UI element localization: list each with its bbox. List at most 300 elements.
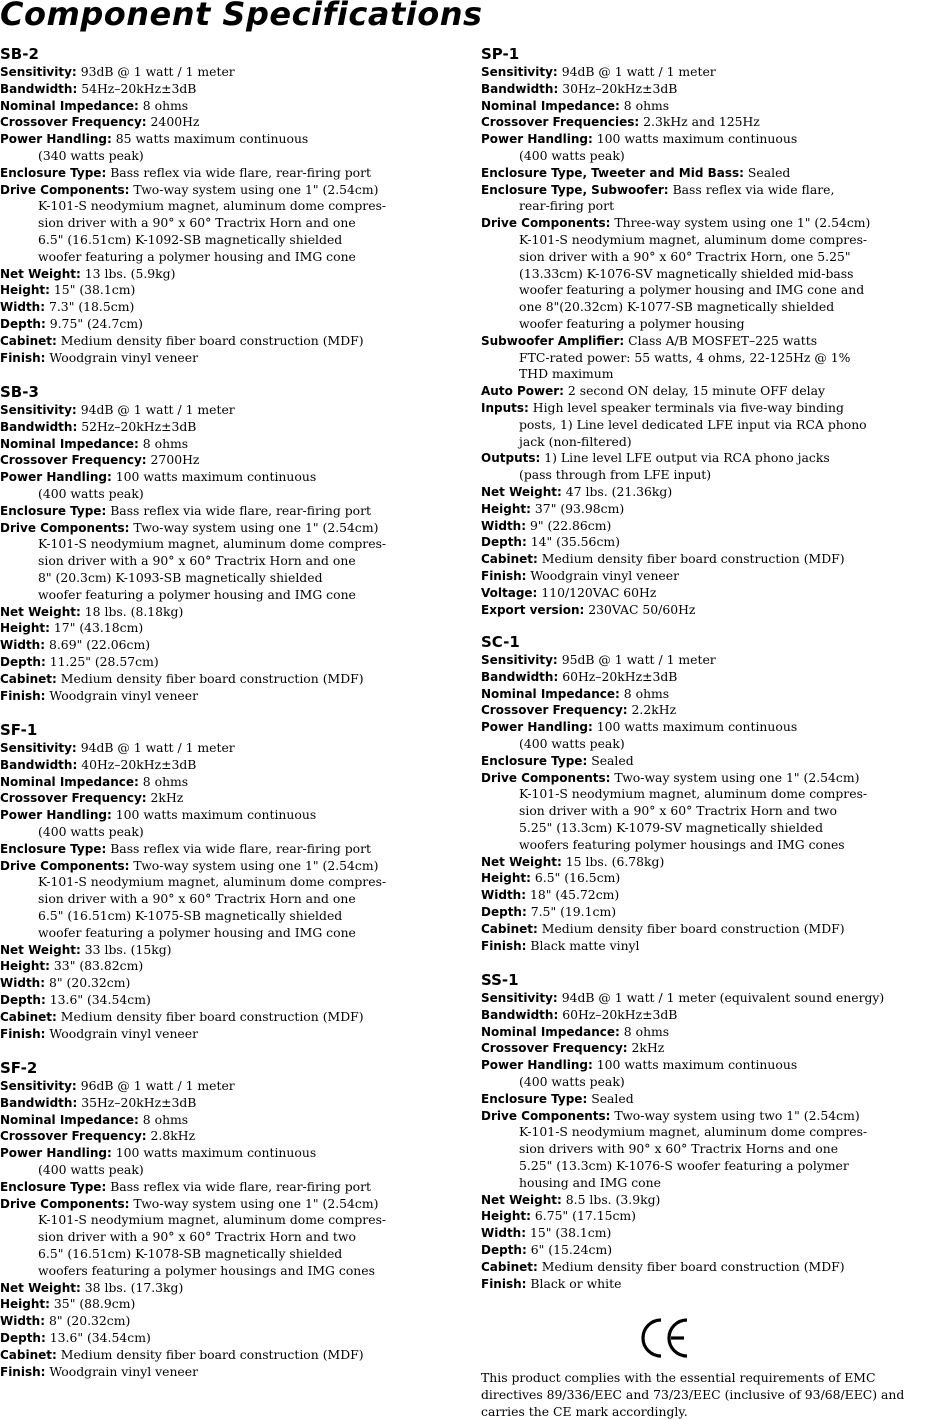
spec-entry xyxy=(481,81,926,98)
spec-entry xyxy=(481,887,926,904)
spec-value: Woodgrain vinyl veneer xyxy=(49,687,199,703)
spec-label: Crossover Frequency: xyxy=(481,1041,628,1056)
spec-label: Net Weight: xyxy=(481,484,562,499)
spec-entry xyxy=(0,637,470,654)
spec-entry xyxy=(481,938,926,955)
spec-value: Woodgrain vinyl veneer xyxy=(49,1363,199,1379)
spec-value-continued: woofer featuring a polymer housing and IMG cone xyxy=(38,924,356,940)
spec-label: Nominal Impedance: xyxy=(0,774,139,789)
spec-value: 18 lbs. (8.18kg) xyxy=(84,603,184,619)
spec-label: Outputs: xyxy=(481,451,541,466)
spec-label: Bandwidth: xyxy=(481,669,559,684)
spec-value-continued: posts, 1) Line level dedicated LFE input via RCA phono xyxy=(519,416,867,432)
spec-value-continued: sion driver with a 90° x 60° Tractrix Horn and one xyxy=(38,553,356,569)
spec-entry xyxy=(0,671,470,688)
spec-value: Medium density fiber board construction (MDF) xyxy=(541,920,845,936)
spec-value: Bass reflex via wide flare, xyxy=(672,181,835,197)
spec-entry xyxy=(0,958,470,975)
spec-label: Net Weight: xyxy=(0,942,81,957)
spec-label: Height: xyxy=(481,1209,531,1224)
spec-entry xyxy=(0,436,470,453)
spec-entry xyxy=(481,484,926,501)
spec-entry xyxy=(481,652,926,669)
spec-value-continued: (pass through from LFE input) xyxy=(519,467,712,483)
spec-value: 6.75" (17.15cm) xyxy=(534,1208,636,1224)
spec-value-continued: K-101-S neodymium magnet, aluminum dome compres- xyxy=(38,874,387,890)
spec-value: Two-way system using one 1" (2.54cm) xyxy=(133,181,379,197)
spec-entry xyxy=(481,585,926,602)
spec-entry xyxy=(0,64,470,81)
spec-entry xyxy=(0,807,470,841)
spec-value: 8.69" (22.06cm) xyxy=(48,637,151,653)
spec-entry xyxy=(0,1145,470,1179)
spec-label: Crossover Frequency: xyxy=(0,791,147,806)
spec-entry xyxy=(481,400,926,450)
spec-label: Cabinet: xyxy=(481,921,538,936)
spec-section-sp-1 xyxy=(481,44,926,618)
spec-entry xyxy=(0,1196,470,1280)
spec-entry xyxy=(0,740,470,757)
section-heading: SP-1 xyxy=(481,45,520,63)
spec-entry xyxy=(0,858,470,942)
spec-entry xyxy=(0,1078,470,1095)
spec-value: Two-way system using one 1" (2.54cm) xyxy=(133,1195,379,1211)
spec-label: Crossover Frequency: xyxy=(0,1129,147,1144)
spec-value-continued: one 8"(20.32cm) K-1077-SB magnetically shielded xyxy=(519,299,835,315)
spec-value: Medium density fiber board construction (MDF) xyxy=(60,670,364,686)
spec-value-continued: K-101-S neodymium magnet, aluminum dome compres- xyxy=(38,1212,387,1228)
spec-value-continued: K-101-S neodymium magnet, aluminum dome compres- xyxy=(38,198,387,214)
spec-entry xyxy=(0,299,470,316)
spec-label: Bandwidth: xyxy=(0,419,78,434)
spec-value: 8" (20.32cm) xyxy=(48,1313,131,1329)
spec-entry xyxy=(481,753,926,770)
spec-entry xyxy=(481,501,926,518)
spec-value: 7.5" (19.1cm) xyxy=(530,903,617,919)
spec-value-continued: THD maximum xyxy=(519,366,614,382)
spec-label: Cabinet: xyxy=(481,1259,538,1274)
section-heading: SF-1 xyxy=(0,721,38,739)
spec-entry xyxy=(0,266,470,283)
spec-value: 94dB @ 1 watt / 1 meter xyxy=(80,740,235,755)
spec-label: Net Weight: xyxy=(0,266,81,281)
spec-value-continued: rear-firing port xyxy=(519,198,615,214)
spec-label: Nominal Impedance: xyxy=(0,1112,139,1127)
spec-value-continued: woofer featuring a polymer housing and IMG cone and xyxy=(519,282,865,298)
spec-value-continued: sion driver with a 90° x 60° Tractrix Horn and two xyxy=(38,1229,356,1245)
spec-label: Sensitivity: xyxy=(481,991,558,1005)
spec-value-continued: 8" (20.3cm) K-1093-SB magnetically shielded xyxy=(38,569,323,585)
spec-label: Depth: xyxy=(481,1242,527,1257)
spec-entry xyxy=(481,1007,926,1024)
spec-label: Crossover Frequency: xyxy=(0,453,147,468)
spec-label: Sensitivity: xyxy=(0,65,77,79)
spec-entry xyxy=(0,1009,470,1026)
spec-section-sc-1 xyxy=(481,632,926,954)
spec-value: 8 ohms xyxy=(623,1023,670,1039)
spec-entry xyxy=(0,469,470,503)
spec-label: Cabinet: xyxy=(481,552,538,567)
spec-value: 15" (38.1cm) xyxy=(53,282,136,298)
spec-value: 2.8kHz xyxy=(150,1128,196,1144)
spec-value-continued: sion drivers with 90° x 60° Tractrix Horns and one xyxy=(519,1141,839,1157)
spec-entry xyxy=(481,64,926,81)
spec-section-sf-2 xyxy=(0,1058,470,1380)
spec-value-continued: jack (non-filtered) xyxy=(519,433,632,449)
spec-entry xyxy=(0,992,470,1009)
spec-entry xyxy=(0,131,470,165)
spec-value: 2700Hz xyxy=(150,452,200,468)
spec-entry xyxy=(481,770,926,854)
spec-value: 94dB @ 1 watt / 1 meter (equivalent sound energy) xyxy=(561,990,885,1005)
spec-entry xyxy=(0,1179,470,1196)
spec-entry xyxy=(0,503,470,520)
spec-value: 40Hz–20kHz±3dB xyxy=(81,756,197,772)
spec-entry xyxy=(481,1225,926,1242)
spec-label: Depth: xyxy=(481,535,527,550)
spec-entry xyxy=(481,1276,926,1293)
spec-value: 60Hz–20kHz±3dB xyxy=(562,1006,678,1022)
spec-value: 2kHz xyxy=(631,1040,665,1056)
spec-entry xyxy=(0,790,470,807)
spec-entry xyxy=(0,942,470,959)
spec-entry xyxy=(481,215,926,333)
spec-value: 8 ohms xyxy=(623,685,670,701)
spec-label: Nominal Impedance: xyxy=(0,436,139,451)
spec-label: Bandwidth: xyxy=(481,1007,559,1022)
spec-value: 35" (88.9cm) xyxy=(53,1296,136,1312)
spec-section-sf-1 xyxy=(0,720,470,1042)
spec-label: Nominal Impedance: xyxy=(481,1024,620,1039)
spec-label: Sensitivity: xyxy=(481,653,558,667)
spec-value: Medium density fiber board construction (MDF) xyxy=(60,1008,364,1024)
spec-label: Height: xyxy=(481,871,531,886)
spec-value: 95dB @ 1 watt / 1 meter xyxy=(561,652,716,667)
spec-entry xyxy=(481,1242,926,1259)
spec-value: 60Hz–20kHz±3dB xyxy=(562,668,678,684)
spec-value: 100 watts maximum continuous xyxy=(115,1145,317,1161)
spec-entry xyxy=(481,450,926,484)
spec-entry xyxy=(481,333,926,383)
spec-value-continued: 6.5" (16.51cm) K-1092-SB magnetically shielded xyxy=(38,231,343,247)
spec-label: Enclosure Type, Tweeter and Mid Bass: xyxy=(481,165,744,180)
spec-section-sb-2 xyxy=(0,44,470,366)
spec-label: Width: xyxy=(481,1226,527,1241)
spec-entry xyxy=(481,602,926,619)
spec-value-continued: (13.33cm) K-1076-SV magnetically shielded mid-bass xyxy=(519,265,854,281)
spec-entry xyxy=(481,1259,926,1276)
spec-entry xyxy=(481,182,926,216)
spec-entry xyxy=(481,1040,926,1057)
spec-entry xyxy=(0,1128,470,1145)
spec-label: Sensitivity: xyxy=(0,741,77,755)
spec-value: 6.5" (16.5cm) xyxy=(534,870,621,886)
spec-entry xyxy=(0,81,470,98)
spec-entry xyxy=(0,1296,470,1313)
spec-entry xyxy=(0,350,470,367)
spec-entry xyxy=(0,1313,470,1330)
spec-value: 85 watts maximum continuous xyxy=(115,131,309,147)
spec-value: Sealed xyxy=(591,752,634,768)
spec-value: Two-way system using one 1" (2.54cm) xyxy=(133,857,379,873)
spec-label: Voltage: xyxy=(481,585,538,600)
spec-value: High level speaker terminals via five-way binding xyxy=(532,399,844,415)
spec-value: 13.6" (34.54cm) xyxy=(49,991,151,1007)
spec-value: 54Hz–20kHz±3dB xyxy=(81,80,197,96)
spec-value-continued: sion driver with a 90° x 60° Tractrix Horn and one xyxy=(38,891,356,907)
spec-value: 94dB @ 1 watt / 1 meter xyxy=(80,402,235,417)
spec-label: Width: xyxy=(481,888,527,903)
spec-label: Width: xyxy=(0,976,46,991)
spec-label: Width: xyxy=(0,300,46,315)
spec-entry xyxy=(0,1095,470,1112)
spec-label: Cabinet: xyxy=(0,671,57,686)
spec-entry xyxy=(481,990,926,1007)
spec-value: 17" (43.18cm) xyxy=(53,620,144,636)
spec-value: Bass reflex via wide flare, rear-firing port xyxy=(110,502,372,518)
spec-label: Crossover Frequency: xyxy=(481,703,628,718)
spec-label: Finish: xyxy=(0,1364,46,1379)
spec-value: Bass reflex via wide flare, rear-firing port xyxy=(110,840,372,856)
spec-label: Enclosure Type: xyxy=(0,1179,107,1194)
spec-value: Woodgrain vinyl veneer xyxy=(49,1025,199,1041)
spec-label: Crossover Frequency: xyxy=(0,115,147,130)
spec-value: 9.75" (24.7cm) xyxy=(49,315,143,331)
spec-value-continued: woofer featuring a polymer housing and IMG cone xyxy=(38,248,356,264)
spec-entry xyxy=(0,1026,470,1043)
spec-label: Height: xyxy=(0,1297,50,1312)
spec-label: Power Handling: xyxy=(0,1146,112,1161)
spec-entry xyxy=(481,921,926,938)
spec-label: Sensitivity: xyxy=(0,403,77,417)
spec-entry xyxy=(481,870,926,887)
spec-label: Drive Components: xyxy=(0,520,130,535)
spec-value: 15" (38.1cm) xyxy=(529,1225,612,1241)
spec-label: Nominal Impedance: xyxy=(481,686,620,701)
spec-value: 47 lbs. (21.36kg) xyxy=(565,483,673,499)
spec-entry xyxy=(481,1192,926,1209)
spec-value: 33 lbs. (15kg) xyxy=(84,941,172,957)
spec-entry xyxy=(481,518,926,535)
spec-label: Net Weight: xyxy=(0,604,81,619)
spec-value-continued: 5.25" (13.3cm) K-1076-S woofer featuring a polymer xyxy=(519,1157,849,1173)
spec-value-continued: 6.5" (16.51cm) K-1075-SB magnetically shielded xyxy=(38,907,343,923)
spec-value-continued: K-101-S neodymium magnet, aluminum dome compres- xyxy=(519,1124,868,1140)
spec-value: 8 ohms xyxy=(142,435,189,451)
spec-value: 8 ohms xyxy=(142,97,189,113)
spec-value: 13.6" (34.54cm) xyxy=(49,1329,151,1345)
spec-label: Cabinet: xyxy=(0,1009,57,1024)
spec-value: 18" (45.72cm) xyxy=(529,887,620,903)
spec-value-continued: sion driver with a 90° x 60° Tractrix Horn, one 5.25" xyxy=(519,248,851,264)
spec-entry xyxy=(481,1091,926,1108)
spec-value-continued: (400 watts peak) xyxy=(519,147,625,163)
spec-value: 13 lbs. (5.9kg) xyxy=(84,265,176,281)
spec-value: 100 watts maximum continuous xyxy=(596,719,798,735)
spec-label: Enclosure Type: xyxy=(0,165,107,180)
spec-value: 15 lbs. (6.78kg) xyxy=(565,853,665,869)
section-heading: SB-3 xyxy=(0,383,39,401)
spec-value: Black matte vinyl xyxy=(530,937,640,953)
spec-entry xyxy=(481,1057,926,1091)
spec-value: 8 ohms xyxy=(623,97,670,113)
spec-label: Depth: xyxy=(0,992,46,1007)
spec-entry xyxy=(0,182,470,266)
spec-label: Subwoofer Amplifier: xyxy=(481,333,625,348)
spec-entry xyxy=(0,452,470,469)
spec-entry xyxy=(481,534,926,551)
spec-entry xyxy=(0,1347,470,1364)
spec-entry xyxy=(481,719,926,753)
spec-value-continued: (400 watts peak) xyxy=(519,1073,625,1089)
spec-label: Depth: xyxy=(0,1330,46,1345)
spec-entry xyxy=(0,282,470,299)
section-heading: SS-1 xyxy=(481,971,519,989)
spec-value: 2400Hz xyxy=(150,114,200,130)
spec-value: Medium density fiber board construction (MDF) xyxy=(541,551,845,567)
spec-entry xyxy=(0,333,470,350)
spec-label: Sensitivity: xyxy=(0,1079,77,1093)
spec-value: Bass reflex via wide flare, rear-firing port xyxy=(110,1178,372,1194)
spec-value-continued: woofer featuring a polymer housing xyxy=(519,315,745,331)
spec-label: Net Weight: xyxy=(481,1192,562,1207)
section-heading: SB-2 xyxy=(0,45,39,63)
spec-value: 2.2kHz xyxy=(631,702,677,718)
spec-value: 8 ohms xyxy=(142,1111,189,1127)
spec-entry xyxy=(0,975,470,992)
spec-value: Medium density fiber board construction (MDF) xyxy=(60,1346,364,1362)
spec-entry xyxy=(481,98,926,115)
spec-label: Bandwidth: xyxy=(0,81,78,96)
spec-entry xyxy=(0,1112,470,1129)
spec-label: Export version: xyxy=(481,602,585,617)
spec-label: Height: xyxy=(481,501,531,516)
spec-label: Finish: xyxy=(0,350,46,365)
spec-value-continued: (400 watts peak) xyxy=(38,485,144,501)
spec-value: 100 watts maximum continuous xyxy=(115,807,317,823)
page-title: Component Specifications xyxy=(0,0,483,33)
spec-label: Finish: xyxy=(481,938,527,953)
spec-value: Black or white xyxy=(530,1275,622,1291)
spec-value: 110/120VAC 60Hz xyxy=(541,584,657,600)
spec-value-continued: 6.5" (16.51cm) K-1078-SB magnetically shielded xyxy=(38,1245,343,1261)
spec-label: Width: xyxy=(0,638,46,653)
spec-label: Enclosure Type: xyxy=(0,503,107,518)
spec-value: 100 watts maximum continuous xyxy=(596,1057,798,1073)
spec-entry xyxy=(0,1280,470,1297)
spec-value-continued: (400 watts peak) xyxy=(38,1161,144,1177)
spec-value-continued: 5.25" (13.3cm) K-1079-SV magnetically shielded xyxy=(519,819,824,835)
spec-value: 96dB @ 1 watt / 1 meter xyxy=(80,1078,235,1093)
spec-entry xyxy=(481,1024,926,1041)
spec-label: Enclosure Type: xyxy=(481,753,588,768)
spec-value: 14" (35.56cm) xyxy=(530,534,620,550)
spec-value: 9" (22.86cm) xyxy=(529,517,612,533)
spec-label: Height: xyxy=(0,959,50,974)
spec-entry xyxy=(0,419,470,436)
spec-value: 230VAC 50/60Hz xyxy=(588,601,696,617)
spec-label: Width: xyxy=(481,518,527,533)
spec-entry xyxy=(0,841,470,858)
spec-value: Medium density fiber board construction (MDF) xyxy=(60,332,364,348)
spec-value: 37" (93.98cm) xyxy=(534,500,625,516)
spec-value-continued: (400 watts peak) xyxy=(38,823,144,839)
spec-label: Depth: xyxy=(0,654,46,669)
spec-label: Sensitivity: xyxy=(481,65,558,79)
spec-entry xyxy=(481,1108,926,1192)
spec-entry xyxy=(0,774,470,791)
spec-entry xyxy=(481,131,926,165)
spec-label: Width: xyxy=(0,1314,46,1329)
spec-label: Drive Components: xyxy=(0,858,130,873)
spec-value: 52Hz–20kHz±3dB xyxy=(81,418,197,434)
spec-label: Depth: xyxy=(481,904,527,919)
spec-value: Two-way system using two 1" (2.54cm) xyxy=(614,1107,860,1123)
spec-value: Sealed xyxy=(591,1090,634,1106)
spec-entry xyxy=(481,854,926,871)
spec-label: Power Handling: xyxy=(0,808,112,823)
spec-value-continued: sion driver with a 90° x 60° Tractrix Horn and one xyxy=(38,215,356,231)
spec-entry xyxy=(0,620,470,637)
spec-label: Cabinet: xyxy=(0,333,57,348)
spec-value-continued: woofers featuring a polymer housings and IMG cones xyxy=(38,1262,375,1278)
spec-entry xyxy=(0,1364,470,1381)
spec-entry xyxy=(481,114,926,131)
spec-entry xyxy=(481,904,926,921)
spec-label: Power Handling: xyxy=(481,720,593,735)
spec-label: Enclosure Type: xyxy=(481,1091,588,1106)
spec-entry xyxy=(0,688,470,705)
spec-value: 8.5 lbs. (3.9kg) xyxy=(565,1191,661,1207)
spec-value: Woodgrain vinyl veneer xyxy=(530,567,680,583)
spec-entry xyxy=(481,686,926,703)
spec-value: 6" (15.24cm) xyxy=(530,1241,613,1257)
spec-label: Cabinet: xyxy=(0,1347,57,1362)
spec-value: 33" (83.82cm) xyxy=(53,958,144,974)
spec-label: Finish: xyxy=(481,1276,527,1291)
spec-label: Depth: xyxy=(0,316,46,331)
spec-value: 94dB @ 1 watt / 1 meter xyxy=(561,64,716,79)
spec-entry xyxy=(0,316,470,333)
spec-entry xyxy=(0,165,470,182)
spec-value: Class A/B MOSFET–225 watts xyxy=(628,332,818,348)
spec-value: 7.3" (18.5cm) xyxy=(48,299,135,315)
spec-entry xyxy=(481,1208,926,1225)
spec-label: Drive Components: xyxy=(0,182,130,197)
spec-entry xyxy=(481,568,926,585)
spec-entry xyxy=(0,1330,470,1347)
spec-label: Drive Components: xyxy=(481,770,611,785)
spec-value-continued: (400 watts peak) xyxy=(519,735,625,751)
spec-entry xyxy=(0,114,470,131)
spec-value-continued: housing and IMG cone xyxy=(519,1174,661,1190)
spec-value: 8 ohms xyxy=(142,773,189,789)
spec-label: Bandwidth: xyxy=(0,757,78,772)
spec-value: 30Hz–20kHz±3dB xyxy=(562,80,678,96)
ce-compliance-block xyxy=(481,1314,926,1420)
spec-value-continued: FTC-rated power: 55 watts, 4 ohms, 22-125Hz @ 1% xyxy=(519,349,851,365)
spec-value-continued: K-101-S neodymium magnet, aluminum dome compres- xyxy=(519,786,868,802)
spec-value: 100 watts maximum continuous xyxy=(596,131,798,147)
spec-value: Two-way system using one 1" (2.54cm) xyxy=(614,769,860,785)
spec-label: Inputs: xyxy=(481,400,529,415)
spec-value: 38 lbs. (17.3kg) xyxy=(84,1279,184,1295)
spec-value: Bass reflex via wide flare, rear-firing port xyxy=(110,164,372,180)
spec-entry xyxy=(481,702,926,719)
spec-section-sb-3 xyxy=(0,382,470,704)
spec-value: 35Hz–20kHz±3dB xyxy=(81,1094,197,1110)
spec-label: Drive Components: xyxy=(0,1196,130,1211)
